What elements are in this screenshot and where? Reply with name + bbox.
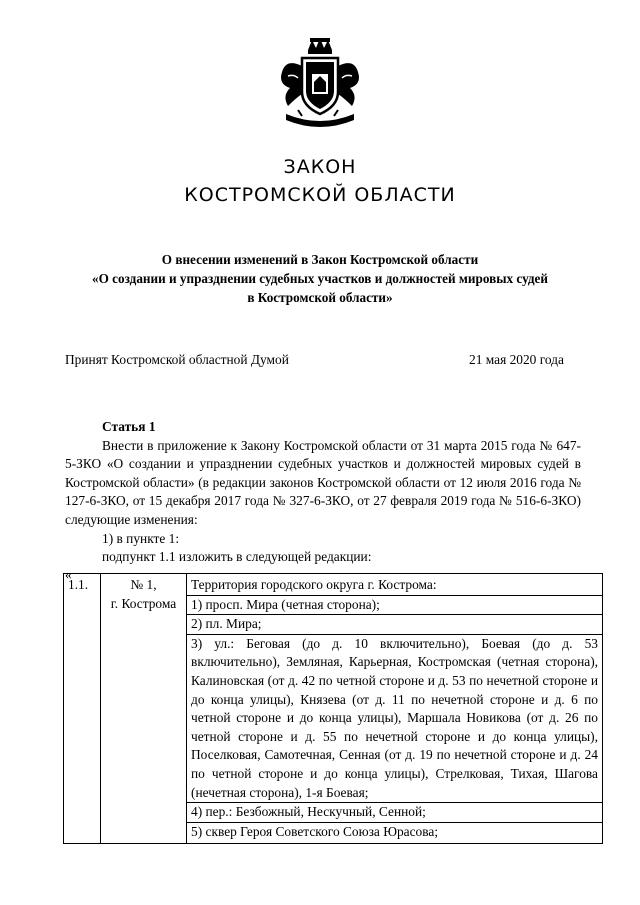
table-row [64, 574, 603, 844]
article-item: 1) в пункте 1: [102, 530, 180, 546]
territory-line: 3) ул.: Беговая (до д. 10 включительно), Боевая (до д. 53 включительно), Земляная, Карьерная, Костромская (четная сторона), Калиновская (от д. 42 по четной стороне и д. 53 по нечетной стороне и до конца улицы), Князева (от д. 11 по нечетной стороне и д. 6 по четной стороне и до конца улицы), Маршала Новикова (от д. 26 по четной стороне и д. 55 по нечетной стороне и до конца улицы), Поселковая, Самотечная, Сенная (от д. 19 по нечетной стороне и д. 24 по четной стороне и до конца улицы), Стрелковая, Тихая, Шагова (нечетная сторона), 1-я Боевая; [187, 634, 602, 802]
territory-line: Территория городского округа г. Кострома: [191, 577, 437, 592]
section-name-cell [101, 574, 187, 844]
section-number-cell: 1.1. [64, 574, 101, 844]
kostroma-region-coat-of-arms-icon [268, 36, 372, 136]
court-sections-table [63, 573, 603, 844]
adoption-date: 21 мая 2020 года [469, 352, 564, 367]
region-heading: КОСТРОМСКОЙ ОБЛАСТИ [184, 184, 456, 206]
adopted-by: Принят Костромской областной Думой [65, 352, 289, 367]
law-title [60, 250, 580, 307]
law-heading: ЗАКОН [283, 156, 357, 178]
section-name-line: г. Кострома [110, 595, 177, 611]
territory-line: 2) пл. Мира; [187, 614, 602, 634]
law-title-line: «О создании и упразднении судебных участков и должностей мировых судей [92, 271, 548, 286]
law-title-line: в Костромской области» [247, 290, 393, 305]
territory-line: 4) пер.: Безбожный, Нескучный, Сенной; [187, 802, 602, 822]
opening-quote: « [65, 566, 72, 582]
article-intro-paragraph: Внести в приложение к Закону Костромской области от 31 марта 2015 года № 647-5-ЗКО «О создании и упразднении судебных участков и должностей мировых судей в Костромской области» (в редакции законов Костромской области от 12 июля 2016 года № 127-6-ЗКО, от 15 декабря 2017 года № 327-6-ЗКО, от 27 февраля 2019 года № 516-6-ЗКО) следующие изменения: [65, 437, 581, 527]
article-subitem: подпункт 1.1 изложить в следующей редакции: [102, 549, 372, 565]
territory-line: 5) сквер Героя Советского Союза Юрасова; [187, 822, 602, 842]
section-name-line: № 1, [130, 577, 157, 592]
territory-line: 1) просп. Мира (четная сторона); [187, 595, 602, 615]
article-body [65, 418, 581, 583]
territory-cell [187, 574, 603, 844]
article-title: Статья 1 [102, 419, 156, 434]
law-title-line: О внесении изменений в Закон Костромской области [161, 252, 479, 267]
